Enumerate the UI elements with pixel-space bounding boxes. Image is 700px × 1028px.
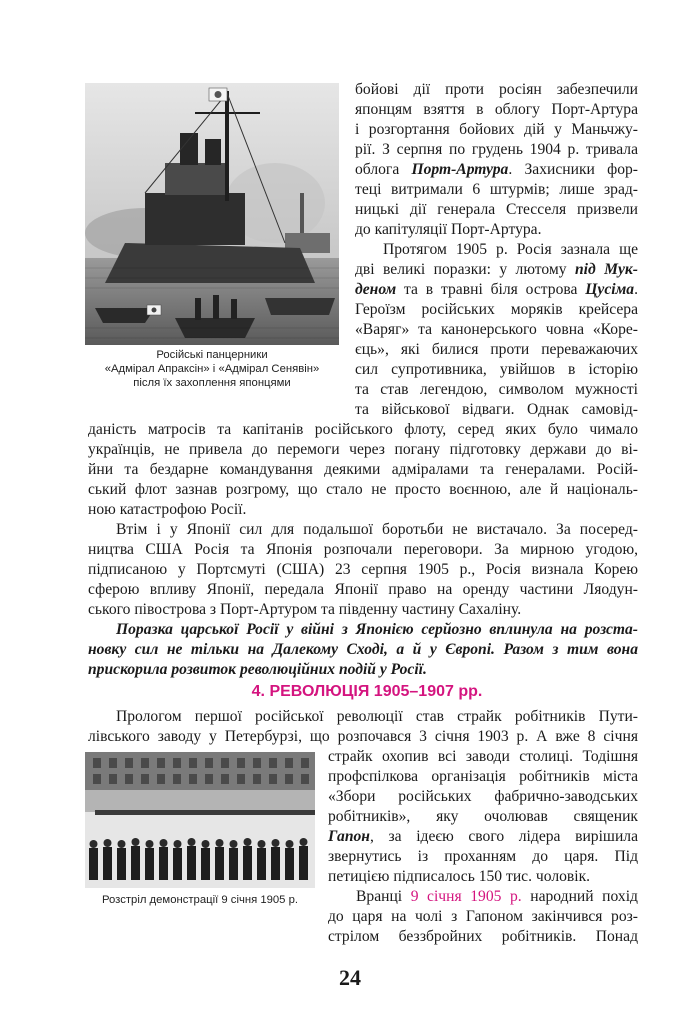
emphasis-tsushima: Цусіма bbox=[585, 281, 635, 298]
emphasis-port-arthur: Порт-Артура bbox=[411, 161, 509, 178]
figure1-caption-line3: після їх захоплення японцями bbox=[133, 377, 291, 389]
text-span: Вранці bbox=[356, 888, 411, 905]
text-span: . Захисники фор- bbox=[508, 161, 638, 178]
conclusion-line: прискорила розвиток революційних подій у Росії. bbox=[88, 661, 427, 678]
text-line: Прологом першої російської революції став страйк робітників Пути- bbox=[116, 708, 638, 725]
text-line: бойові дії проти росіян забезпечили bbox=[355, 81, 638, 98]
conclusion-line: Поразка царської Росії у війні з Японією серйозно вплинула на розста- bbox=[116, 621, 638, 638]
text-line: рії. З серпня по грудень 1904 р. тривала bbox=[355, 141, 638, 158]
text-line: сил супротивника, увійшов в історію bbox=[355, 361, 638, 378]
text-line bbox=[355, 280, 638, 300]
text-line bbox=[328, 827, 638, 847]
text-line: ський флот зазнав розгрому, що стало не просто воєнною, але й національ- bbox=[88, 481, 638, 498]
text-span: народний похід bbox=[521, 888, 638, 905]
text-span: та в травні біля острова bbox=[396, 281, 586, 298]
text-span: , за ідеєю свого лідера вирішила bbox=[369, 828, 638, 845]
emphasis-gapon: Гапон bbox=[328, 828, 370, 845]
emphasis-mukden-end: деном bbox=[355, 281, 397, 298]
text-line: Втім і у Японії сил для подальшої боротьби не вистачало. За посеред- bbox=[116, 521, 638, 538]
page-number: 24 bbox=[339, 965, 361, 990]
text-line: ницькі дії генерала Стесселя призвели bbox=[355, 201, 638, 218]
text-line: єць», які билися проти переважаючих bbox=[355, 341, 638, 358]
figure1-caption-line1: Російські панцерники bbox=[156, 349, 268, 361]
text-line: «Варяг» та канонерського човна «Коре- bbox=[355, 321, 638, 338]
text-line: стрілом беззбройних робітників. Понад bbox=[328, 928, 638, 945]
text-line: Протягом 1905 р. Росія зазнала ще bbox=[383, 241, 638, 258]
text-line: ського півострова з Порт-Артуром та південну частину Сахаліну. bbox=[88, 601, 522, 618]
text-line: до царя на чолі з Гапоном закінчився роз- bbox=[328, 908, 638, 925]
text-line bbox=[355, 160, 638, 180]
demonstration-photo bbox=[85, 752, 315, 888]
text-line: до капітуляції Порт-Артура. bbox=[355, 221, 542, 238]
text-line: теці витримали 6 штурмів; лише зрад- bbox=[355, 181, 638, 198]
text-line: Героїзм російських моряків крейсера bbox=[355, 301, 638, 318]
emphasis-mukden: під Мук- bbox=[574, 261, 638, 278]
text-span: . bbox=[634, 281, 638, 298]
conclusion-line: новку сил не тільки на Далекому Сході, а й у Європі. Разом з тим вона bbox=[88, 641, 638, 658]
text-line: робітників», яку очолював священик bbox=[328, 808, 638, 825]
text-line: японцям взяття в облогу Порт-Артура bbox=[355, 101, 638, 118]
highlight-date: 9 січня 1905 р. bbox=[410, 888, 522, 905]
section-heading: 4. РЕВОЛЮЦІЯ 1905–1907 рр. bbox=[251, 683, 483, 700]
text-line bbox=[328, 887, 638, 907]
text-line: українців, не привела до перемоги через погану підготовку держави до ві- bbox=[88, 441, 638, 458]
text-line bbox=[355, 260, 638, 280]
text-line: та військової відваги. Однак самовід- bbox=[355, 401, 638, 418]
text-line: підписаною у Портсмуті (США) 23 серпня 1905 р., Росія визнала Корею bbox=[88, 561, 638, 578]
text-line: даність матросів та капітанів російського флоту, серед яких було чимало bbox=[88, 421, 638, 438]
text-line: ництва США Росія та Японія розпочали переговори. За мирною угодою, bbox=[88, 541, 638, 558]
text-line: йни та бездарне командування деякими адміралами та генералами. Росій- bbox=[88, 461, 638, 478]
figure1-caption-line2: «Адмірал Апраксін» і «Адмірал Сенявін» bbox=[104, 363, 320, 375]
text-line: звернутись із проханням до царя. Під bbox=[328, 848, 638, 865]
figure2-caption: Розстріл демонстрації 9 січня 1905 р. bbox=[101, 894, 299, 906]
text-span: облога bbox=[355, 161, 412, 178]
text-line: лівського заводу у Петербурзі, що розпочався 3 січня 1903 р. А вже 8 січня bbox=[88, 728, 638, 745]
text-span: дві великі поразки: у лютому bbox=[355, 261, 575, 278]
text-line: ною катастрофою Росії. bbox=[88, 501, 247, 518]
ships-illustration bbox=[85, 83, 339, 345]
text-line: профспілкова організація робітників міста bbox=[328, 768, 638, 785]
text-line: сферою впливу Японії, передала Японії право на оренду частини Ляодун- bbox=[88, 581, 638, 598]
text-line: та став легендою, символом мужності bbox=[355, 381, 638, 398]
text-line: петицією підписалось 150 тис. чоловік. bbox=[328, 868, 591, 885]
figure1-caption bbox=[85, 348, 339, 390]
text-line: і розгортання бойових дій у Маньчжу- bbox=[355, 121, 638, 138]
text-line: «Збори російських фабрично-заводських bbox=[328, 788, 638, 805]
text-line: страйк охопив всі заводи столиці. Тодішня bbox=[328, 748, 638, 765]
